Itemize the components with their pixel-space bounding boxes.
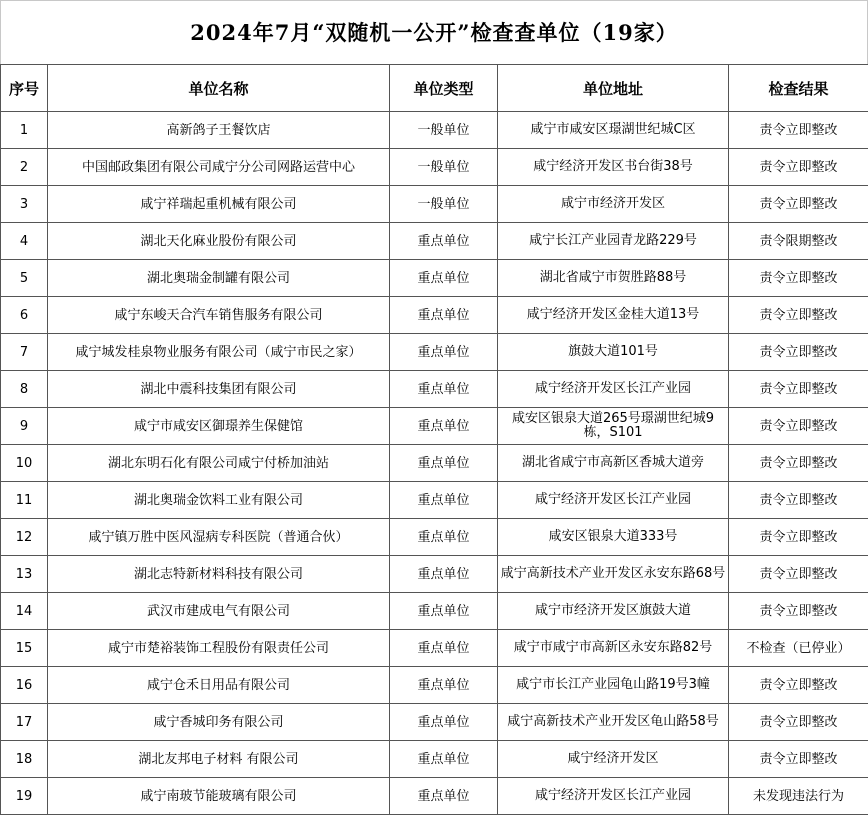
cell-no: 17: [1, 704, 48, 741]
cell-no: 3: [1, 186, 48, 223]
cell-no: 2: [1, 149, 48, 186]
cell-result: 责令立即整改: [729, 593, 868, 630]
cell-no: 11: [1, 482, 48, 519]
table-row: [1, 593, 868, 630]
header-type: 单位类型: [390, 65, 498, 112]
table-row: [1, 556, 868, 593]
cell-result: 责令立即整改: [729, 149, 868, 186]
cell-result: 责令立即整改: [729, 556, 868, 593]
table-row: [1, 741, 868, 778]
table-row: [1, 482, 868, 519]
cell-name: 咸宁香城印务有限公司: [48, 704, 390, 741]
cell-result: 责令限期整改: [729, 223, 868, 260]
cell-no: 9: [1, 408, 48, 445]
cell-name: 湖北中震科技集团有限公司: [48, 371, 390, 408]
cell-address: 咸宁市经济开发区: [498, 186, 729, 223]
table-row: [1, 667, 868, 704]
cell-address: 咸宁市长江产业园龟山路19号3幢: [498, 667, 729, 704]
table-row: [1, 223, 868, 260]
cell-result: 责令立即整改: [729, 482, 868, 519]
cell-no: 5: [1, 260, 48, 297]
cell-no: 19: [1, 778, 48, 815]
cell-result: 责令立即整改: [729, 260, 868, 297]
cell-type: 一般单位: [390, 186, 498, 223]
cell-no: 10: [1, 445, 48, 482]
cell-type: 重点单位: [390, 445, 498, 482]
cell-result: 责令立即整改: [729, 112, 868, 149]
table-row: [1, 334, 868, 371]
cell-name: 咸宁镇万胜中医风湿病专科医院（普通合伙）: [48, 519, 390, 556]
cell-result: 未发现违法行为: [729, 778, 868, 815]
table-row: [1, 778, 868, 815]
cell-name: 湖北奥瑞金饮料工业有限公司: [48, 482, 390, 519]
cell-name: 咸宁市楚裕装饰工程股份有限责任公司: [48, 630, 390, 667]
cell-address: 咸安区银泉大道265号璟湖世纪城9栋，S101: [498, 408, 729, 445]
cell-address: 湖北省咸宁市贺胜路88号: [498, 260, 729, 297]
cell-name: 咸宁祥瑞起重机械有限公司: [48, 186, 390, 223]
cell-no: 6: [1, 297, 48, 334]
table-row: [1, 112, 868, 149]
table-row: [1, 297, 868, 334]
cell-result: 责令立即整改: [729, 445, 868, 482]
cell-address: 湖北省咸宁市高新区香城大道旁: [498, 445, 729, 482]
cell-address: 咸宁经济开发区书台街38号: [498, 149, 729, 186]
cell-no: 1: [1, 112, 48, 149]
table-row: [1, 630, 868, 667]
cell-result: 责令立即整改: [729, 704, 868, 741]
cell-type: 重点单位: [390, 593, 498, 630]
cell-no: 12: [1, 519, 48, 556]
table-row: [1, 371, 868, 408]
table-row: [1, 704, 868, 741]
cell-address: 咸宁经济开发区长江产业园: [498, 371, 729, 408]
cell-address: 咸宁经济开发区金桂大道13号: [498, 297, 729, 334]
cell-result: 责令立即整改: [729, 334, 868, 371]
cell-result: 责令立即整改: [729, 741, 868, 778]
cell-type: 重点单位: [390, 667, 498, 704]
cell-name: 湖北天化麻业股份有限公司: [48, 223, 390, 260]
cell-type: 重点单位: [390, 297, 498, 334]
cell-name: 湖北东明石化有限公司咸宁付桥加油站: [48, 445, 390, 482]
cell-name: 武汉市建成电气有限公司: [48, 593, 390, 630]
header-no: 序号: [1, 65, 48, 112]
cell-type: 重点单位: [390, 482, 498, 519]
cell-address: 咸宁高新技术产业开发区龟山路58号: [498, 704, 729, 741]
cell-result: 责令立即整改: [729, 371, 868, 408]
cell-address: 咸宁经济开发区长江产业园: [498, 778, 729, 815]
cell-type: 重点单位: [390, 630, 498, 667]
cell-name: 湖北志特新材料科技有限公司: [48, 556, 390, 593]
cell-type: 重点单位: [390, 223, 498, 260]
cell-type: 重点单位: [390, 334, 498, 371]
table-body: [1, 112, 868, 815]
cell-type: 重点单位: [390, 704, 498, 741]
cell-type: 重点单位: [390, 408, 498, 445]
cell-no: 13: [1, 556, 48, 593]
cell-address: 咸安区银泉大道333号: [498, 519, 729, 556]
cell-name: 咸宁市咸安区御璟养生保健馆: [48, 408, 390, 445]
cell-no: 15: [1, 630, 48, 667]
cell-name: 中国邮政集团有限公司咸宁分公司网路运营中心: [48, 149, 390, 186]
cell-result: 责令立即整改: [729, 186, 868, 223]
table-row: [1, 445, 868, 482]
cell-type: 一般单位: [390, 149, 498, 186]
cell-no: 7: [1, 334, 48, 371]
header-name: 单位名称: [48, 65, 390, 112]
cell-type: 重点单位: [390, 260, 498, 297]
cell-result: 责令立即整改: [729, 519, 868, 556]
cell-address: 咸宁市咸安区璟湖世纪城C区: [498, 112, 729, 149]
cell-name: 咸宁南玻节能玻璃有限公司: [48, 778, 390, 815]
header-row: [1, 65, 868, 112]
cell-type: 重点单位: [390, 556, 498, 593]
cell-no: 18: [1, 741, 48, 778]
cell-type: 重点单位: [390, 778, 498, 815]
cell-name: 湖北友邦电子材料 有限公司: [48, 741, 390, 778]
cell-no: 16: [1, 667, 48, 704]
header-address: 单位地址: [498, 65, 729, 112]
cell-result: 责令立即整改: [729, 408, 868, 445]
cell-no: 14: [1, 593, 48, 630]
cell-type: 重点单位: [390, 371, 498, 408]
header-result: 检查结果: [729, 65, 868, 112]
cell-no: 8: [1, 371, 48, 408]
table-row: [1, 408, 868, 445]
cell-type: 重点单位: [390, 519, 498, 556]
cell-address: 咸宁市咸宁市高新区永安东路82号: [498, 630, 729, 667]
table-row: [1, 260, 868, 297]
cell-name: 咸宁仓禾日用品有限公司: [48, 667, 390, 704]
cell-type: 重点单位: [390, 741, 498, 778]
cell-result: 责令立即整改: [729, 297, 868, 334]
table-row: [1, 186, 868, 223]
cell-name: 高新鸽子王餐饮店: [48, 112, 390, 149]
cell-address: 咸宁高新技术产业开发区永安东路68号: [498, 556, 729, 593]
cell-address: 咸宁经济开发区: [498, 741, 729, 778]
inspection-table: [0, 64, 868, 815]
sheet-title: 2024年7月“双随机一公开”检查查单位（19家）: [0, 0, 868, 64]
cell-result: 责令立即整改: [729, 667, 868, 704]
table-row: [1, 149, 868, 186]
cell-address: 咸宁经济开发区长江产业园: [498, 482, 729, 519]
cell-type: 一般单位: [390, 112, 498, 149]
cell-no: 4: [1, 223, 48, 260]
cell-address: 旗鼓大道101号: [498, 334, 729, 371]
cell-name: 湖北奥瑞金制罐有限公司: [48, 260, 390, 297]
cell-name: 咸宁城发桂泉物业服务有限公司（咸宁市民之家）: [48, 334, 390, 371]
table-row: [1, 519, 868, 556]
cell-address: 咸宁市经济开发区旗鼓大道: [498, 593, 729, 630]
cell-result: 不检查（已停业）: [729, 630, 868, 667]
cell-address: 咸宁长江产业园青龙路229号: [498, 223, 729, 260]
cell-name: 咸宁东峻天合汽车销售服务有限公司: [48, 297, 390, 334]
